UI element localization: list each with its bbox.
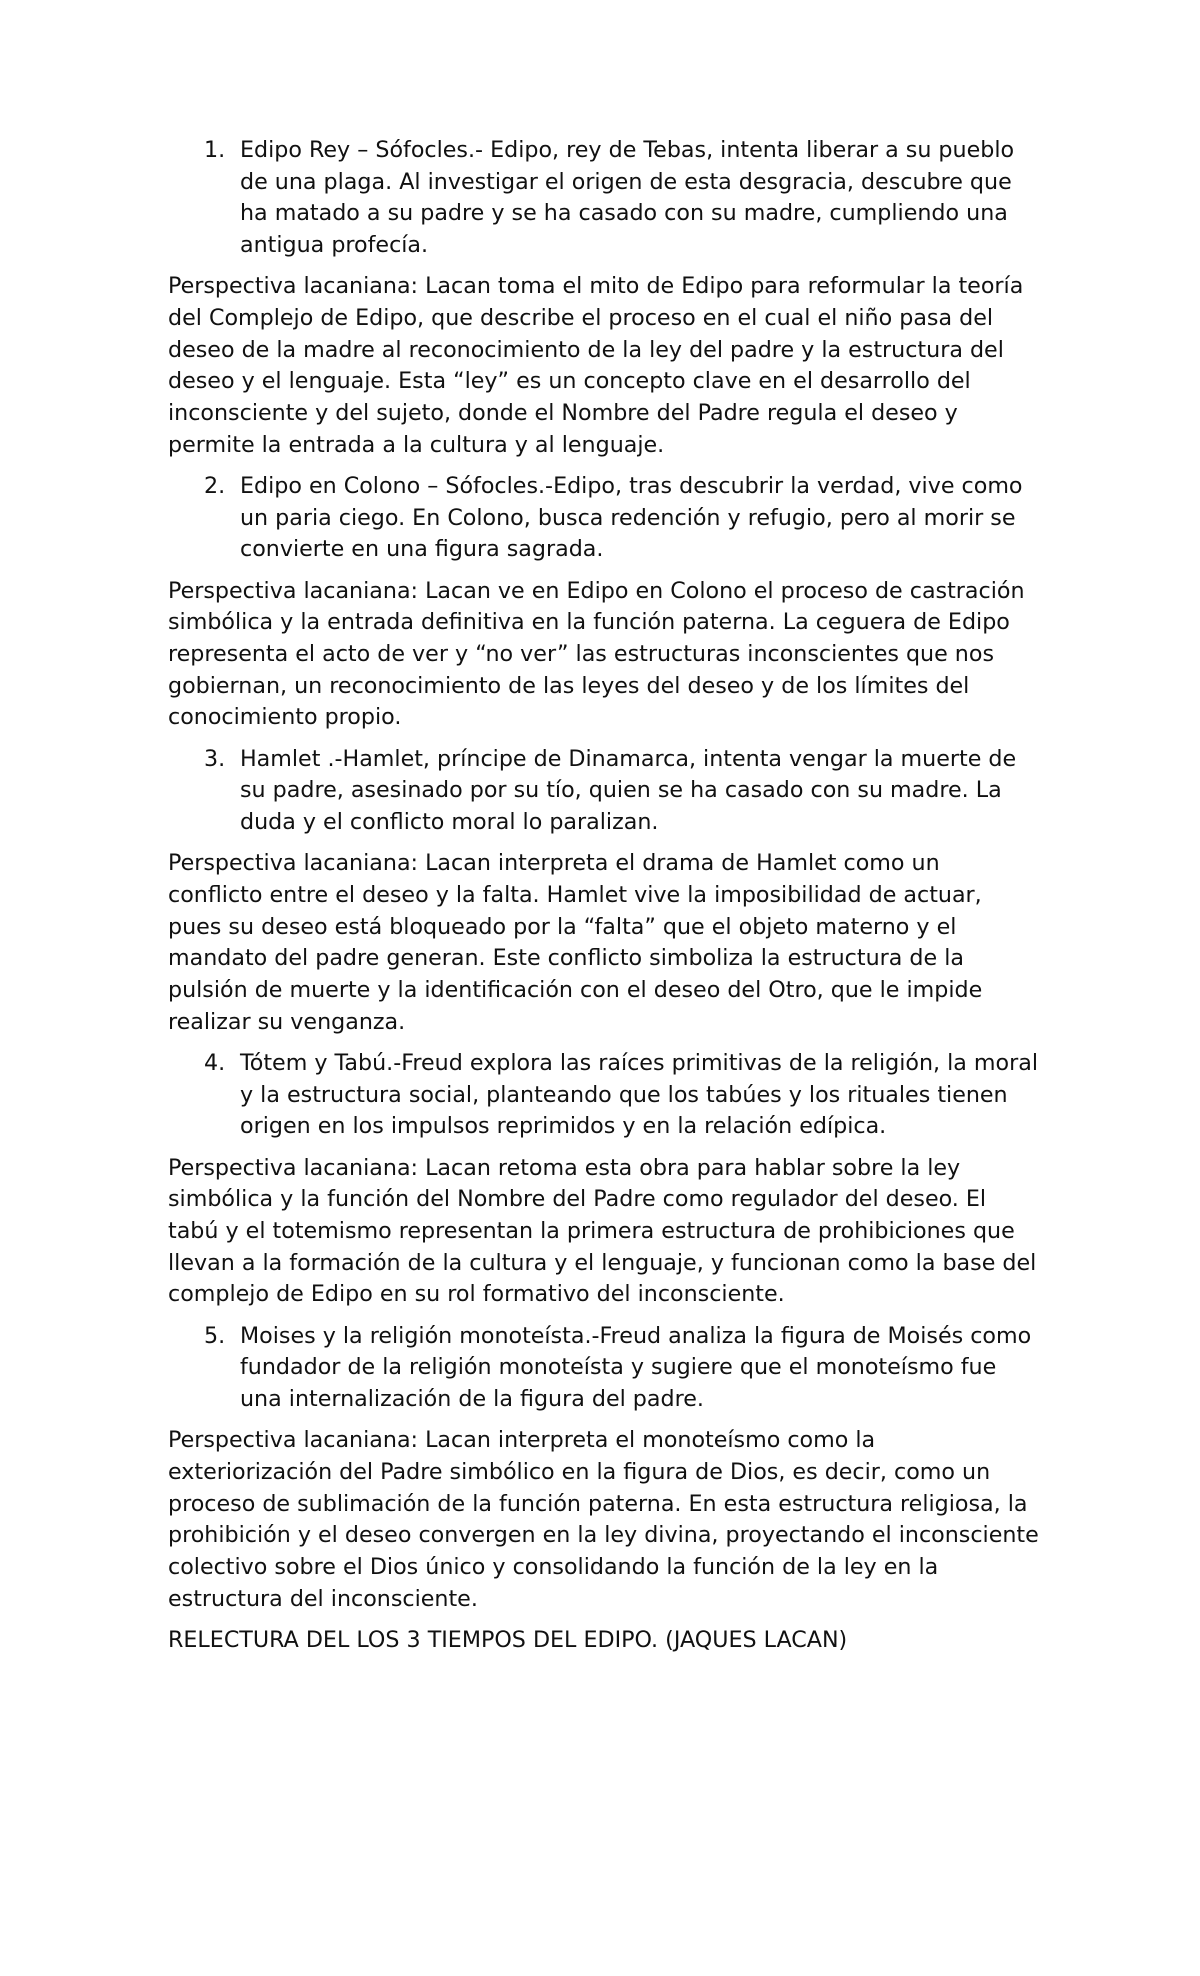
list-number: 5. — [204, 1322, 226, 1349]
perspective-paragraph-2: Perspectiva lacaniana: Lacan ve en Edipo en Colono el proceso de castración simbólica y la entrada definitiva en la función paterna. La ceguera de Edipo representa el acto de ver y “no ver” las estructuras inconscientes que nos gobiernan, un reconocimiento de las leyes del deseo y de los límites del conocimiento propio. — [168, 577, 1025, 731]
list-item-text: Moises y la religión monoteísta.-Freud analiza la figura de Moisés como fundador de la religión monoteísta y sugiere que el monoteísmo fue una internalización de la figura del padre. — [240, 1322, 1032, 1413]
perspective-paragraph-3: Perspectiva lacaniana: Lacan interpreta el drama de Hamlet como un conflicto entre el deseo y la falta. Hamlet vive la imposibilidad de actuar, pues su deseo está bloqueado por la “falta” que el objeto materno y el mandato del padre generan. Este conflicto simboliza la estructura de la pulsión de muerte y la identificación con el deseo del Otro, que le impide realizar su venganza. — [168, 850, 983, 1035]
list-item-2 — [204, 471, 1040, 566]
list-number: 2. — [204, 473, 226, 500]
perspective-paragraph-4: Perspectiva lacaniana: Lacan retoma esta obra para hablar sobre la ley simbólica y la función del Nombre del Padre como regulador del deseo. El tabú y el totemismo representan la primera estructura de prohibiciones que llevan a la formación de la cultura y el lenguaje, y funcionan como la base del complejo de Edipo en su rol formativo del inconsciente. — [168, 1154, 1037, 1308]
perspective-paragraph-5: Perspectiva lacaniana: Lacan interpreta el monoteísmo como la exteriorización del Padre simbólico en la figura de Dios, es decir, como un proceso de sublimación de la función paterna. En esta estructura religiosa, la prohibición y el deseo convergen en la ley divina, proyectando el inconsciente colectivo sobre el Dios único y consolidando la función de la ley en la estructura del inconsciente. — [168, 1427, 1039, 1612]
list-item-3 — [204, 744, 1040, 839]
list-item-text: Edipo en Colono – Sófocles.-Edipo, tras descubrir la verdad, vive como un paria ciego. En Colono, busca redención y refugio, pero al morir se convierte en una figura sagrada. — [240, 473, 1023, 563]
list-number: 1. — [204, 137, 226, 163]
list-item-4 — [204, 1048, 1040, 1143]
list-number: 4. — [204, 1049, 226, 1076]
list-item-1 — [204, 135, 1040, 262]
perspective-paragraph-1: Perspectiva lacaniana: Lacan toma el mito de Edipo para reformular la teoría del Complejo de Edipo, que describe el proceso en el cual el niño pasa del deseo de la madre al reconocimiento de la ley del padre y la estructura del deseo y el lenguaje. Esta “ley” es un concepto clave en el desarrollo del inconsciente y del sujeto, donde el Nombre del Padre regula el deseo y permite la entrada a la cultura y al lenguaje. — [168, 273, 1024, 458]
list-number: 3. — [204, 745, 226, 772]
list-item-text: Tótem y Tabú.-Freud explora las raíces primitivas de la religión, la moral y la estructura social, planteando que los tabúes y los rituales tienen origen en los impulsos reprimidos y en la relación edípica. — [240, 1049, 1039, 1140]
list-item-text: Edipo Rey – Sófocles.- Edipo, rey de Tebas, intenta liberar a su pueblo de una plaga. Al investigar el origen de esta desgracia, descubre que ha matado a su padre y se ha casado con su madre, cumpliendo una antigua profecía. — [240, 137, 1015, 259]
final-heading: RELECTURA DEL LOS 3 TIEMPOS DEL EDIPO. (JAQUES LACAN) — [168, 1626, 848, 1653]
list-item-5 — [204, 1321, 1040, 1416]
list-item-text: Hamlet .-Hamlet, príncipe de Dinamarca, intenta vengar la muerte de su padre, asesinado por su tío, quien se ha casado con su madre. La duda y el conflicto moral lo paralizan. — [240, 745, 1017, 836]
